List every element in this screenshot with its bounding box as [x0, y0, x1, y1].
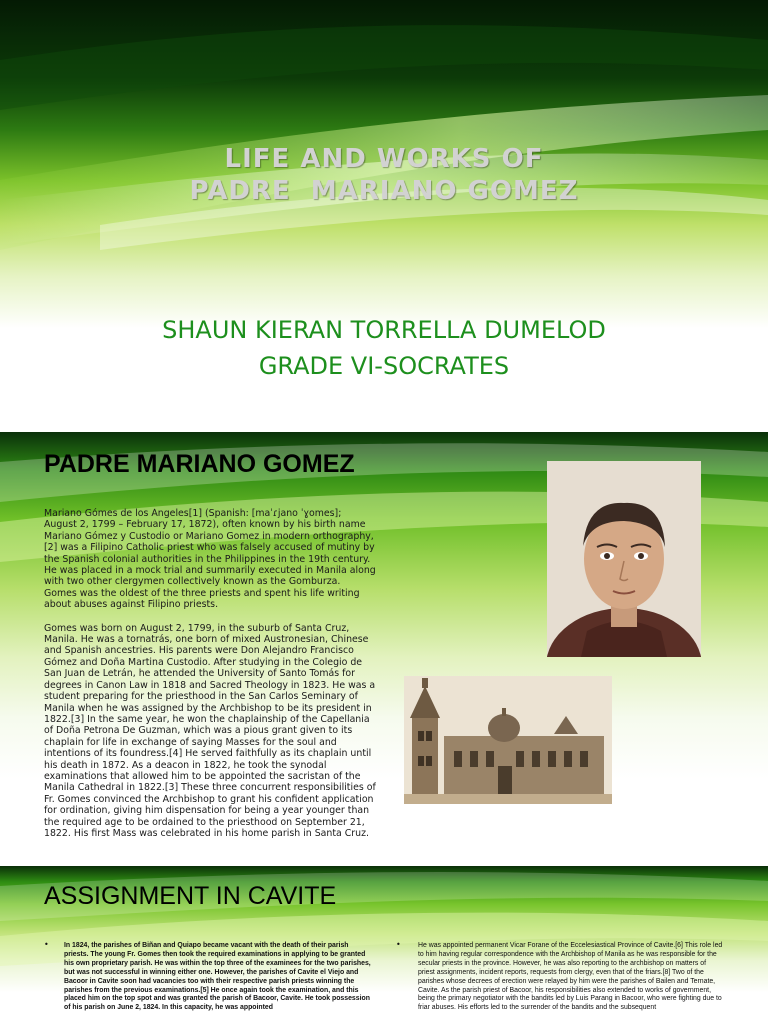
- biography-text: [44, 508, 376, 866]
- left-column-text: In 1824, the parishes of Biñan and Quiapo became vacant with the death of their parish priests. The young Fr. Gomes then took the required examinations in applying to be granted his own proprietary parish. He was within the top three of the examinees for the two parishes, but was not successful in winning either one. However, the parishes of Cavite el Viejo and Bacoor in Cavite soon had vacancies too with their respective parish priests winning the parishes from the previous examinations.[5] He once again took the examination, and this placed him on the top spot and was granted the parish of Bacoor, Cavite. He took possession of his parish on June 2, 1824. In this capacity, he was appointed: [64, 942, 371, 1012]
- bullet-icon: •: [396, 940, 401, 949]
- biography-slide: [0, 432, 768, 866]
- slide-heading: ASSIGNMENT IN CAVITE: [44, 882, 337, 910]
- portrait-image: [547, 461, 701, 657]
- biography-paragraph-1: Mariano Gómes de los Ángeles[1] (Spanish: [maˈɾjano ˈɣomes]; August 2, 1799 – February 17, 1872), often known by his birth name Mariano Gómez y Custodio or Mariano Gomez in modern orthography,[2] was a Filipino Catholic priest who was falsely accused of mutiny by the Spanish colonial authorities in the Philippines in the 19th century. He was placed in a mock trial and summarily executed in Manila along with two other clergymen collectively known as the Gomburza. Gomes was the oldest of the three priests and spent his life writing about abuses against Filipino priests.: [44, 508, 376, 611]
- right-column-text: He was appointed permanent Vicar Forane of the Eccelesiastical Province of Cavite.[6] This role led to him having regular correspondence with the Archbishop of Manila as he was responsible for the secular priests in the province. However, he was also reporting to the archbishop on matters of priest assignments, incident reports, requests from clergy, even that of the friars.[8] Two of the parishes whose decrees of erection were relayed by him were the parishes of Bailen and Ternate, Cavite. As the parish priest of Bacoor, his responsibilities also extended to works of government, being the primary negotiator with the bandits led by Luis Parang in Bacoor, who were fighting due to friar abuses. His efforts led to the surrender of the bandits and the subsequent: [418, 942, 723, 1012]
- title-line-1: LIFE AND WORKS OF: [224, 144, 544, 174]
- title-slide: [0, 0, 768, 432]
- slide-heading: PADRE MARIANO GOMEZ: [44, 450, 355, 478]
- biography-paragraph-2: Gomes was born on August 2, 1799, in the suburb of Santa Cruz, Manila. He was a tornatrás, one born of mixed Austronesian, Chinese and Spanish ancestries. His parents were Don Alejandro Francisco Gómez and Doña Martina Custodio. After studying in the Colegio de San Juan de Letrán, he attended the University of Santo Tomás for degrees in Canon Law in 1818 and Sacred Theology in 1823. He was a student preparing for the priesthood in the San Carlos Seminary of Manila when he was assigned by the Archbishop to be its president in 1822.[3] In the same year, he won the chaplainship of the Capellania of Doña Petrona De Guzman, which was a pious grant given to its chaplain for life in exchange of saying Masses for the soul and intentions of its foundress.[4] He served faithfully as its chaplain until his death in 1872. As a deacon in 1822, he took the synodal examinations that allowed him to be appointed the sacristan of the Manila Cathedral in 1822.[3] These three concurrent responsibilities of Fr. Gomes convinced the Archbishop to grant his confident application for ordination, giving him dispensation for being a year younger than the required age to be ordained to the priesthood on September 21, 1822. His first Mass was celebrated in his home parish in Santa Cruz.: [44, 622, 376, 839]
- manila-cathedral-photo: [404, 676, 612, 804]
- title-line-2: PADRE MARIANO GOMEZ: [189, 176, 579, 206]
- assignment-slide: [0, 866, 768, 1024]
- presentation-subtitle: [0, 312, 768, 384]
- grade-section: GRADE VI-SOCRATES: [258, 352, 510, 380]
- priest-portrait-illustration: [547, 461, 701, 657]
- cathedral-illustration: [404, 676, 612, 804]
- bullet-icon: •: [44, 940, 49, 949]
- presentation-title: [0, 143, 768, 207]
- author-name: SHAUN KIERAN TORRELLA DUMELOD: [162, 316, 606, 344]
